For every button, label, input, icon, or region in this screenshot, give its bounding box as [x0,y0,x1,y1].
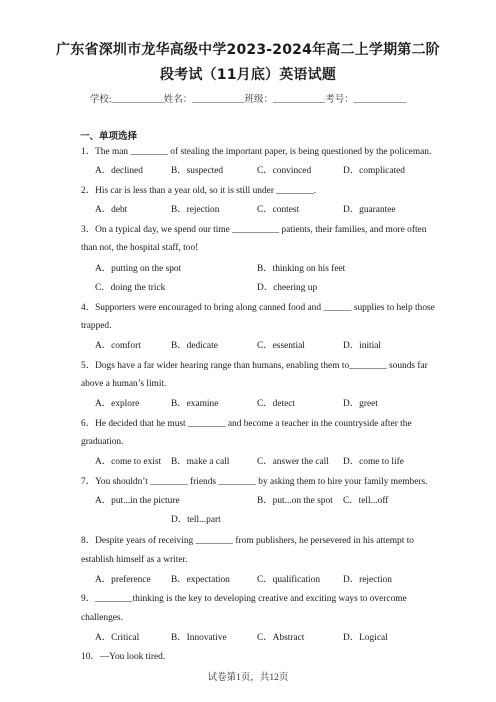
q2-stem: 2．His car is less than a year old, so it is still under ________. [81,186,317,196]
q7-option-d[interactable]: D．tell...part [171,515,221,525]
q9-option-c[interactable]: C．Abstract [257,633,305,643]
q9-option-a[interactable]: A．Critical [95,633,140,643]
q7-option-a[interactable]: A．put...in the picture [95,496,180,506]
q3-option-b[interactable]: B．thinking on his feet [257,264,346,274]
q6-option-d[interactable]: D．come to life [343,457,404,467]
q3-stem-line1: 3．On a typical day, we spend our time __________ patients, their families, and more often [81,225,427,235]
q6-option-a[interactable]: A．come to exist [95,457,162,467]
document-title-line-1: 广东省深圳市龙华高级中学2023-2024年高二上学期第二阶 [56,42,440,58]
q9-stem-line2: challenges. [81,613,123,623]
q3-option-c[interactable]: C．doing the trick [95,283,166,293]
q6-stem-line2: graduation. [81,437,124,447]
q6-option-b[interactable]: B．make a call [171,457,230,467]
q5-option-b[interactable]: B．examine [171,399,219,409]
student-info-line: 学校:___________姓名：___________班级：___________考号：___________ [89,95,407,105]
q3-option-a[interactable]: A．putting on the spot [95,264,182,274]
q8-option-a[interactable]: A．preference [95,575,151,585]
q10-stem: 10．—You look tired. [81,652,166,662]
q4-stem-line1: 4．Supporters were encouraged to bring along canned food and ______ supplies to help those [81,303,435,313]
q1-option-d[interactable]: D．complicated [343,166,405,176]
q8-option-c[interactable]: C．qualification [257,575,321,585]
q5-option-c[interactable]: C．detect [257,399,296,409]
q6-stem-line1: 6．He decided that he must ________ and become a teacher in the countryside after the [81,419,412,429]
q7-stem: 7．You shouldn’t ________ friends ________ by asking them to hire your family members. [81,477,428,487]
q7-option-c[interactable]: C．tell...off [343,496,389,506]
q5-stem-line1: 5．Dogs have a far wider hearing range than humans, enabling them to________ sounds far [81,361,428,371]
section-title: 一、单项选择 [80,131,138,142]
q2-option-d[interactable]: D．guarantee [343,205,396,215]
document-title-line-2: 段考试（11月底）英语试题 [159,67,337,83]
q5-option-d[interactable]: D．greet [343,399,378,409]
q1-option-b[interactable]: B．suspected [171,166,224,176]
q1-stem: 1．The man ________ of stealing the important paper, is being questioned by the policeman. [81,147,432,157]
q5-option-a[interactable]: A．explore [95,399,140,409]
q9-stem-line1: 9．________thinking is the key to developing creative and exciting ways to overcome [81,594,407,604]
q1-option-c[interactable]: C．convinced [257,166,312,176]
q8-stem-line1: 8．Despite years of receiving ________ from publishers, he persevered in his attempt to [81,536,414,546]
q3-stem-line2: than not, the hospital staff, too! [81,243,199,253]
q4-option-b[interactable]: B．dedicate [171,341,218,351]
q4-option-d[interactable]: D．initial [343,341,382,351]
page-footer: 试卷第1页，共12页 [207,673,289,683]
q4-option-c[interactable]: C．essential [257,341,305,351]
q2-option-c[interactable]: C．contest [257,205,300,215]
q1-option-a[interactable]: A．declined [95,166,143,176]
q8-option-d[interactable]: D．rejection [343,575,392,585]
q3-option-d[interactable]: D．cheering up [257,283,318,293]
q8-option-b[interactable]: B．expectation [171,575,230,585]
q7-option-b[interactable]: B．put...on the spot [257,496,333,506]
q2-option-a[interactable]: A．debt [95,205,128,215]
q4-stem-line2: trapped. [81,321,112,331]
q5-stem-line2: above a human’s limit. [81,379,167,389]
q6-option-c[interactable]: C．answer the call [257,457,329,467]
q9-option-d[interactable]: D．Logical [343,633,388,643]
q9-option-b[interactable]: B．Innovative [171,633,227,643]
q8-stem-line2: establish himself as a writer. [81,555,188,565]
q2-option-b[interactable]: B．rejection [171,205,220,215]
q4-option-a[interactable]: A．comfort [95,341,141,351]
